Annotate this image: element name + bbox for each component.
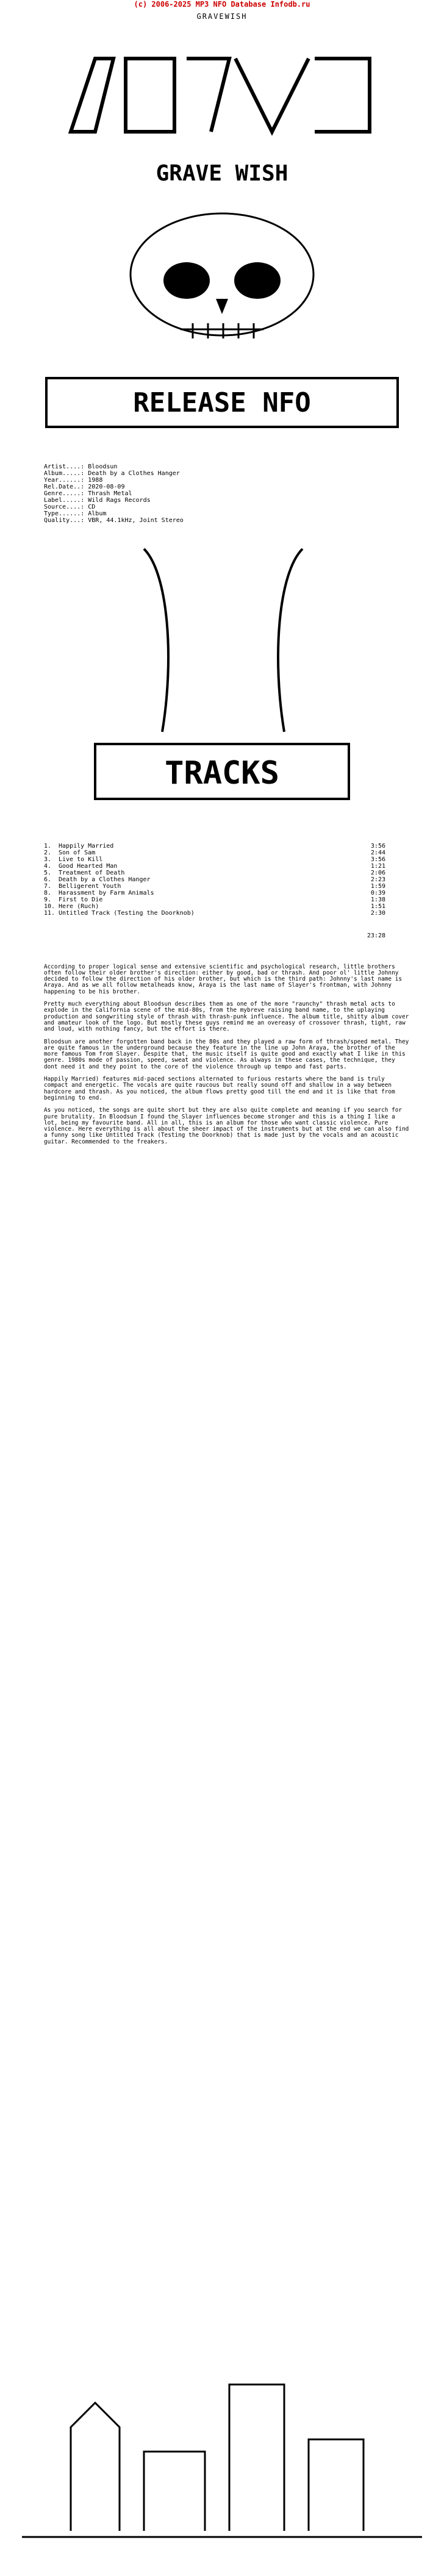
track-time: 2:23 — [370, 876, 385, 883]
track-num: 9. — [44, 896, 52, 903]
info-row — [44, 477, 422, 484]
info-label: Label.....: — [44, 497, 85, 504]
info-value: 1988 — [88, 477, 103, 484]
info-row — [44, 484, 422, 490]
track-num: 7. — [44, 883, 52, 890]
track-time: 2:06 — [370, 870, 385, 876]
info-label: Source....: — [44, 504, 85, 510]
track-row — [44, 850, 385, 856]
track-num: 10. — [44, 903, 56, 910]
track-num: 8. — [44, 890, 52, 896]
track-row — [44, 910, 385, 917]
track-row — [44, 883, 385, 890]
info-value: Thrash Metal — [88, 490, 132, 497]
track-title: Happily Married — [59, 843, 114, 850]
track-num: 6. — [44, 876, 52, 883]
release-nfo-logo-art — [22, 366, 422, 439]
review-text — [44, 951, 410, 1157]
review-paragraph: As you noticed, the songs are quite short but they are also quite complete and meaning if you search for pure brutality. In Bloodsun I found the Slayer influences become stronger and this is a thing I like a lot, being my favourite band. All in all, this is an album for those who want classic violence. Pure violence. Here everything is all about the sheer impact of the instruments but at the end we can also find a funny song like Untitled Track (Testing the Doorknob) that is made just by the vocals and an acoustic guitar. Recommended to the freakers. — [44, 1107, 412, 1145]
track-title: Here (Ruch) — [59, 903, 99, 910]
track-num: 2. — [44, 850, 52, 856]
track-num: 5. — [44, 870, 52, 876]
track-time: 2:30 — [370, 910, 385, 917]
track-row — [44, 856, 385, 863]
release-info-block — [44, 450, 422, 531]
info-value: Bloodsun — [88, 463, 118, 470]
info-value: Album — [88, 510, 107, 517]
info-row — [44, 463, 422, 470]
info-value: 2020-08-09 — [88, 484, 125, 490]
track-title: Son of Sam — [59, 850, 96, 856]
nfo-banner: (c) 2006-2025 MP3 NFO Database Infodb.ru — [134, 0, 310, 9]
info-value: Wild Rags Records — [88, 497, 151, 504]
info-label: Album.....: — [44, 470, 85, 477]
grave-wish-logo-art — [22, 22, 422, 205]
review-paragraph: Pretty much everything about Bloodsun describes them as one of the more "raunchy" thrash metal acts to explode in the California scene of the mid-80s, from the mybreve raising band name, to the uplaying production and songwriting style of thrash with thrash-punk influence. The album title, shitty album cover and amateur look of the logo. But mostly these guys remind me an overeasy of crossover thrash, tight, raw and loud, with nothing fancy, but the effort is there. — [44, 1001, 412, 1033]
info-label: Type......: — [44, 510, 85, 517]
info-row — [44, 504, 422, 510]
info-value: CD — [88, 504, 96, 510]
total-time: 23:28 — [367, 932, 385, 939]
track-time: 2:44 — [370, 850, 385, 856]
track-row — [44, 863, 385, 870]
graveyard-art — [22, 2330, 422, 2561]
info-row — [44, 490, 422, 497]
info-row — [44, 517, 422, 524]
track-time: 1:59 — [370, 883, 385, 890]
track-title: Untitled Track (Testing the Doorknob) — [59, 910, 195, 917]
review-paragraph: Bloodsun are another forgotten band back in the 80s and they played a raw form of thrash/speed metal. They are quite famous in the underground because they feature in the line up John Araya, the brother of the more famous Tom from Slayer. Despite that, the music itself is quite good and exactly what I like in this genre. 1980s mode of passion, speed, sweat and violence. As always in these cases, the technique, they dont need it and they point to the core of the violence through up tempo and fast parts. — [44, 1038, 412, 1070]
track-time: 3:56 — [370, 856, 385, 863]
track-time: 1:21 — [370, 863, 385, 870]
track-num: 3. — [44, 856, 52, 863]
track-title: Harassment by Farm Animals — [59, 890, 154, 896]
track-num: 11. — [44, 910, 56, 917]
info-label: Artist....: — [44, 463, 85, 470]
skull-art — [22, 207, 422, 366]
info-label: Year......: — [44, 477, 85, 484]
review-paragraph: According to proper logical sense and extensive scientific and psychological research, little brothers often follow their older brother's direction: either by good, bad or thrash. And poor ol' little Johnny decided to follow the direction of his older brother, but which is the third path: Johnny's last name is Araya. And as we all follow metalheads know, Araya is the last name of Slayer's frontman, with Johnny happening to be his brother. — [44, 963, 406, 995]
track-list — [44, 829, 385, 946]
brand-label: GRAVEWISH — [196, 12, 248, 21]
track-time: 3:56 — [370, 843, 385, 850]
info-value: Death by a Clothes Hanger — [88, 470, 180, 477]
release-logo-text: RELEASE NFO — [133, 387, 311, 418]
track-time: 1:38 — [370, 896, 385, 903]
info-row — [44, 470, 422, 477]
track-row — [44, 876, 385, 883]
info-label: Rel.Date..: — [44, 484, 85, 490]
track-num: 4. — [44, 863, 52, 870]
track-time: 1:51 — [370, 903, 385, 910]
info-row — [44, 510, 422, 517]
track-row — [44, 890, 385, 896]
logo-text: GRAVE WISH — [156, 161, 288, 186]
track-num: 1. — [44, 843, 52, 850]
info-label: Quality...: — [44, 517, 85, 524]
review-paragraph: Happily Married) features mid-paced sections alternated to furious restarts where the band is truly compact and energetic. The vocals are quite raucous but really sound off and shallow in a way between hardcore and thrash. As you noticed, the album flows pretty good till the end and it is like that from beginning to end. — [44, 1076, 399, 1101]
track-row — [44, 843, 385, 850]
track-title: Live to Kill — [59, 856, 103, 863]
track-row — [44, 903, 385, 910]
track-title: Good Hearted Man — [59, 863, 118, 870]
track-row — [44, 896, 385, 903]
track-title: Death by a Clothes Hanger — [59, 876, 151, 883]
hand-and-tracks-logo-art — [22, 537, 422, 817]
tracks-logo-text: TRACKS — [165, 755, 279, 792]
track-title: Treatment of Death — [59, 870, 125, 876]
track-title: Belligerent Youth — [59, 883, 121, 890]
info-label: Genre.....: — [44, 490, 85, 497]
info-value: VBR, 44.1kHz, Joint Stereo — [88, 517, 184, 524]
track-row — [44, 870, 385, 876]
track-title: First to Die — [59, 896, 103, 903]
info-row — [44, 497, 422, 504]
track-time: 0:39 — [370, 890, 385, 896]
